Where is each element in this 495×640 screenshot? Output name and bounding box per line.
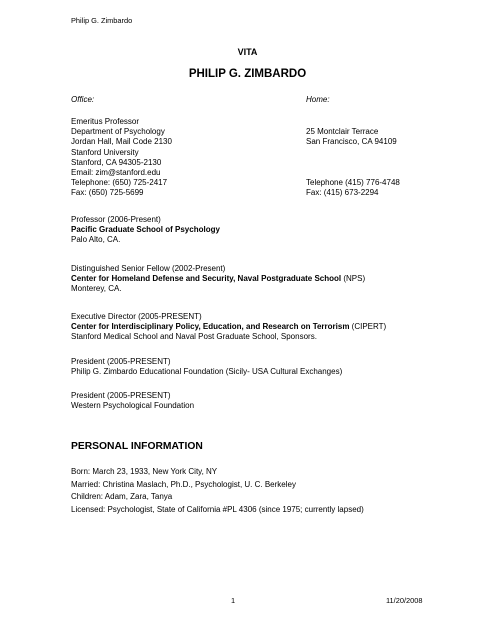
position-organization-line	[71, 322, 431, 332]
vita-heading: VITA	[237, 47, 258, 57]
position-entry	[71, 391, 431, 411]
position-title: Professor (2006-Present)	[71, 215, 161, 224]
position-title: President (2005-PRESENT)	[71, 357, 171, 366]
position-entry	[71, 264, 431, 295]
page-number: 1	[231, 596, 236, 605]
personal-info-line: Married: Christina Maslach, Ph.D., Psychologist, U. C. Berkeley	[71, 479, 296, 489]
personal-info-heading: PERSONAL INFORMATION	[71, 441, 203, 452]
position-title: Distinguished Senior Fellow (2002-Present)	[71, 264, 226, 273]
office-phone: Telephone: (650) 725-2417	[71, 178, 168, 188]
position-detail: Western Psychological Foundation	[71, 401, 195, 411]
person-name-title: PHILIP G. ZIMBARDO	[188, 68, 307, 80]
position-organization-abbrev: (CIPERT)	[349, 322, 387, 332]
footer-date: 11/20/2008	[386, 596, 423, 605]
position-organization: Center for Homeland Defense and Security, Naval Postgraduate School	[71, 274, 342, 284]
office-address	[71, 117, 172, 199]
personal-info-line: Children: Adam, Zara, Tanya	[71, 492, 173, 502]
home-fax: Fax: (415) 673-2294	[306, 188, 379, 198]
office-label: Office:	[71, 95, 95, 104]
position-organization: Center for Interdisciplinary Policy, Education, and Research on Terrorism	[71, 322, 350, 332]
office-line: Department of Psychology	[71, 127, 165, 137]
home-contact	[306, 178, 400, 198]
position-detail: Stanford Medical School and Naval Post Graduate School, Sponsors.	[71, 332, 317, 342]
office-email: Email: zim@stanford.edu	[71, 168, 161, 178]
personal-info-list	[71, 466, 364, 516]
position-entry	[71, 357, 431, 377]
office-line: Stanford University	[71, 147, 139, 157]
position-title: President (2005-PRESENT)	[71, 391, 171, 400]
office-line: Stanford, CA 94305-2130	[71, 157, 162, 167]
personal-info-line: Licensed: Psychologist, State of California #PL 4306 (since 1975; currently lapsed)	[71, 504, 364, 514]
home-address	[306, 127, 397, 147]
position-detail: Palo Alto, CA.	[71, 235, 121, 245]
office-line: Jordan Hall, Mail Code 2130	[71, 137, 172, 147]
position-entry	[71, 215, 431, 246]
position-detail: Philip G. Zimbardo Educational Foundation (Sicily- USA Cultural Exchanges)	[71, 367, 343, 377]
home-label: Home:	[306, 95, 330, 104]
home-line: San Francisco, CA 94109	[306, 137, 397, 147]
position-organization: Pacific Graduate School of Psychology	[71, 225, 220, 235]
position-organization-abbrev: (NPS)	[341, 274, 366, 284]
position-organization-line	[71, 274, 431, 284]
office-fax: Fax: (650) 725-5699	[71, 188, 144, 198]
home-line: 25 Montclair Terrace	[306, 127, 379, 136]
personal-info-line: Born: March 23, 1933, New York City, NY	[71, 467, 218, 476]
office-line: Emeritus Professor	[71, 117, 140, 126]
position-title: Executive Director (2005-PRESENT)	[71, 312, 202, 321]
position-entry	[71, 312, 431, 343]
home-phone: Telephone (415) 776-4748	[306, 178, 400, 187]
running-header: Philip G. Zimbardo	[71, 16, 133, 25]
position-detail: Monterey, CA.	[71, 284, 122, 294]
